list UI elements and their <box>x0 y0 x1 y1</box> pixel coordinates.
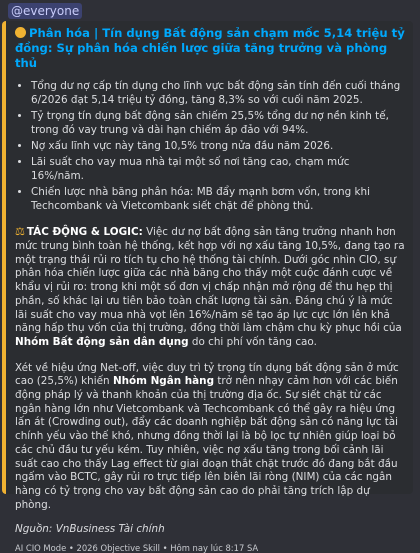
logic-text-end: do chi phí vốn tăng cao. <box>188 335 317 348</box>
net-off-highlight: Nhóm Ngân hàng <box>112 375 215 388</box>
logic-label: TÁC ĐỘNG & LOGIC: <box>26 226 143 239</box>
balance-scale-icon: ⚖ <box>15 225 25 239</box>
key-points-list <box>15 80 405 213</box>
list-item: • Nợ xấu lĩnh vực này tăng 10,5% trong nửa đầu năm 2026. <box>31 140 405 154</box>
logic-text: Việc dư nợ bất động sản tăng trưởng nhanh hơn mức trung bình toàn hệ thống, kết hợp với nợ xấu tăng 10,5%, đang tạo ra một trạng thái rủi ro tích tụ cho hệ thống tài chính. Dưới góc nhìn CIO, sự phân hóa chiến lược giữa các nhà băng cho thấy một cuộc đánh cược về khẩu vị rủi ro: trong khi một số đơn vị chấp nhận mở rộng để thu hẹp thị phần, số khác lại ưu tiên bảo toàn chất lượng tài sản. Đáng chú ý là mức lãi suất cho vay mua nhà vọt lên 16%/năm sẽ tạo áp lực cực lớn lên khả năng hấp thụ vốn của thị trường, đồng thời làm chậm chu kỳ phục hồi của <box>15 226 405 335</box>
everyone-mention[interactable]: @everyone <box>8 3 82 19</box>
net-off-text-end: trở nên nhạy cảm hơn với các biến động pháp lý và thanh khoản của thị trường địa ốc. Sự siết chặt từ các ngân hàng lớn như Vietcombank và Techcombank có thể gây ra hiệu ứng lấn át (Crowding out), đẩy các doanh nghiệp bất động sản có năng lực tài chính yếu vào thế khó, nhưng đồng thời lại là bộ lọc tự nhiên giúp loại bỏ các chủ đầu tư yếu kém. Tuy nhiên, việc nợ xấu tăng trong bối cảnh lãi suất cao cho thấy Lag effect từ giai đoạn thắt chặt trước đó đang bắt đầu ngấm vào BCTC, gây rủi ro trực tiếp lên biên lãi ròng (NIM) của các ngân hàng có tỷ trọng cho vay bất động sản cao do phải tăng trích lập dự phòng. <box>15 375 399 511</box>
news-embed-card <box>2 21 413 553</box>
net-off-paragraph <box>15 362 405 513</box>
list-item: • Tỷ trọng tín dụng bất động sản chiếm 25,5% tổng dư nợ nền kinh tế, trong đó vay trung và dài hạn chiếm áp đảo với 94%. <box>31 110 405 137</box>
embed-footer: AI CIO Mode • 2026 Objective Skill • Hôm nay lúc 8:17 SA <box>15 543 259 553</box>
yellow-circle-icon <box>15 27 26 38</box>
embed-title[interactable] <box>15 26 405 71</box>
logic-highlight: Nhóm Bất động sản dân dụng <box>15 335 189 348</box>
list-item: • Tổng dư nợ cấp tín dụng cho lĩnh vực bất động sản tính đến cuối tháng 6/2026 đạt 5,14 triệu tỷ đồng, tăng 8,3% so với cuối năm 2025. <box>31 80 405 107</box>
embed-title-text: Phân hóa | Tín dụng Bất động sản chạm mốc 5,14 triệu tỷ đồng: Sự phân hóa chiến lược giữa tăng trưởng và phòng thủ <box>15 26 405 70</box>
list-item: • Chiến lược nhà băng phân hóa: MB đẩy mạnh bơm vốn, trong khi Techcombank và Vietcombank siết chặt để phòng thủ. <box>31 186 405 213</box>
source-line: Nguồn: VnBusiness Tài chính <box>15 523 165 536</box>
list-item: • Lãi suất cho vay mua nhà tại một số nơi tăng cao, chạm mức 16%/năm. <box>31 156 405 183</box>
net-off-text: Xét về hiệu ứng Net-off, việc duy trì tỷ trọng tín dụng bất động sản ở mức cao (25,5%) khiến <box>15 361 399 388</box>
impact-logic-paragraph <box>15 225 405 349</box>
